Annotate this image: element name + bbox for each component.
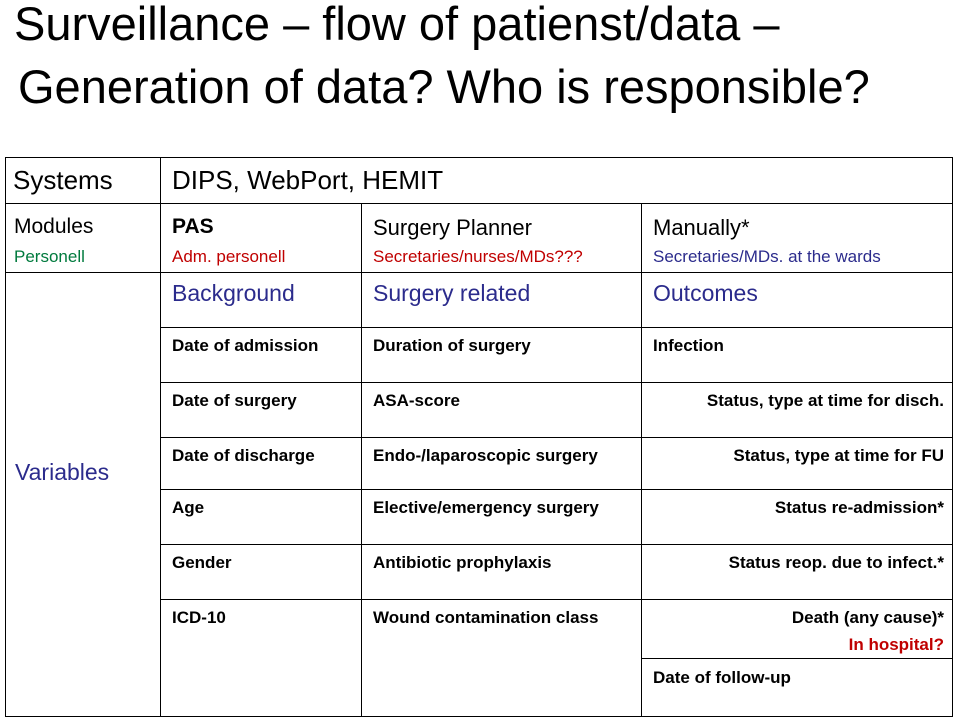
- column-divider: [361, 203, 362, 716]
- row-divider: [6, 272, 952, 273]
- variable-background: Gender: [172, 553, 232, 572]
- title-line-1: Surveillance – flow of patienst/data –: [14, 0, 780, 50]
- category-background: Background: [172, 280, 295, 306]
- variable-outcome: Infection: [653, 336, 724, 355]
- variable-outcome: Death (any cause)*: [791, 608, 944, 627]
- module-pas: PAS: [172, 215, 214, 238]
- category-surgery-related: Surgery related: [373, 280, 531, 306]
- modules-label: Modules: [14, 215, 94, 238]
- in-hospital-note: In hospital?: [848, 635, 944, 654]
- variable-background: Age: [172, 498, 205, 517]
- module-surgery-planner: Surgery Planner: [373, 215, 532, 240]
- variable-surgery: Wound contamination class: [373, 608, 599, 627]
- row-divider: [160, 437, 952, 438]
- module-manually: Manually*: [653, 215, 750, 240]
- module-pas-personell: Adm. personell: [172, 247, 286, 266]
- title-line-2: Generation of data? Who is responsible?: [18, 60, 870, 113]
- variable-surgery: Duration of surgery: [373, 336, 531, 355]
- row-divider: [160, 489, 952, 490]
- surveillance-table: [5, 157, 953, 717]
- date-of-follow-up: Date of follow-up: [653, 668, 791, 687]
- variable-outcome: Status, type at time for disch.: [706, 391, 944, 410]
- row-divider: [160, 382, 952, 383]
- category-outcomes: Outcomes: [653, 280, 758, 306]
- variable-background: Date of surgery: [172, 391, 297, 410]
- row-divider: [160, 599, 952, 600]
- module-surgery-planner-personell: Secretaries/nurses/MDs???: [373, 247, 583, 266]
- column-divider: [641, 203, 642, 716]
- variable-surgery: Elective/emergency surgery: [373, 498, 599, 517]
- row-divider: [160, 327, 952, 328]
- systems-label: Systems: [13, 165, 113, 195]
- variable-background: ICD-10: [172, 608, 226, 627]
- variable-outcome: Status re-admission*: [774, 498, 944, 517]
- row-divider: [6, 203, 952, 204]
- variable-surgery: Antibiotic prophylaxis: [373, 553, 552, 572]
- row-divider: [641, 658, 952, 659]
- variable-outcome: Status reop. due to infect.*: [728, 553, 944, 572]
- row-divider: [160, 544, 952, 545]
- variable-surgery: ASA-score: [373, 391, 460, 410]
- variables-label: Variables: [15, 459, 110, 485]
- variable-surgery: Endo-/laparoscopic surgery: [373, 446, 598, 465]
- variable-background: Date of admission: [172, 336, 319, 355]
- variable-outcome: Status, type at time for FU: [733, 446, 944, 465]
- personell-label: Personell: [14, 247, 85, 266]
- variable-background: Date of discharge: [172, 446, 315, 465]
- systems-value: DIPS, WebPort, HEMIT: [172, 165, 444, 195]
- module-manually-personell: Secretaries/MDs. at the wards: [653, 247, 881, 266]
